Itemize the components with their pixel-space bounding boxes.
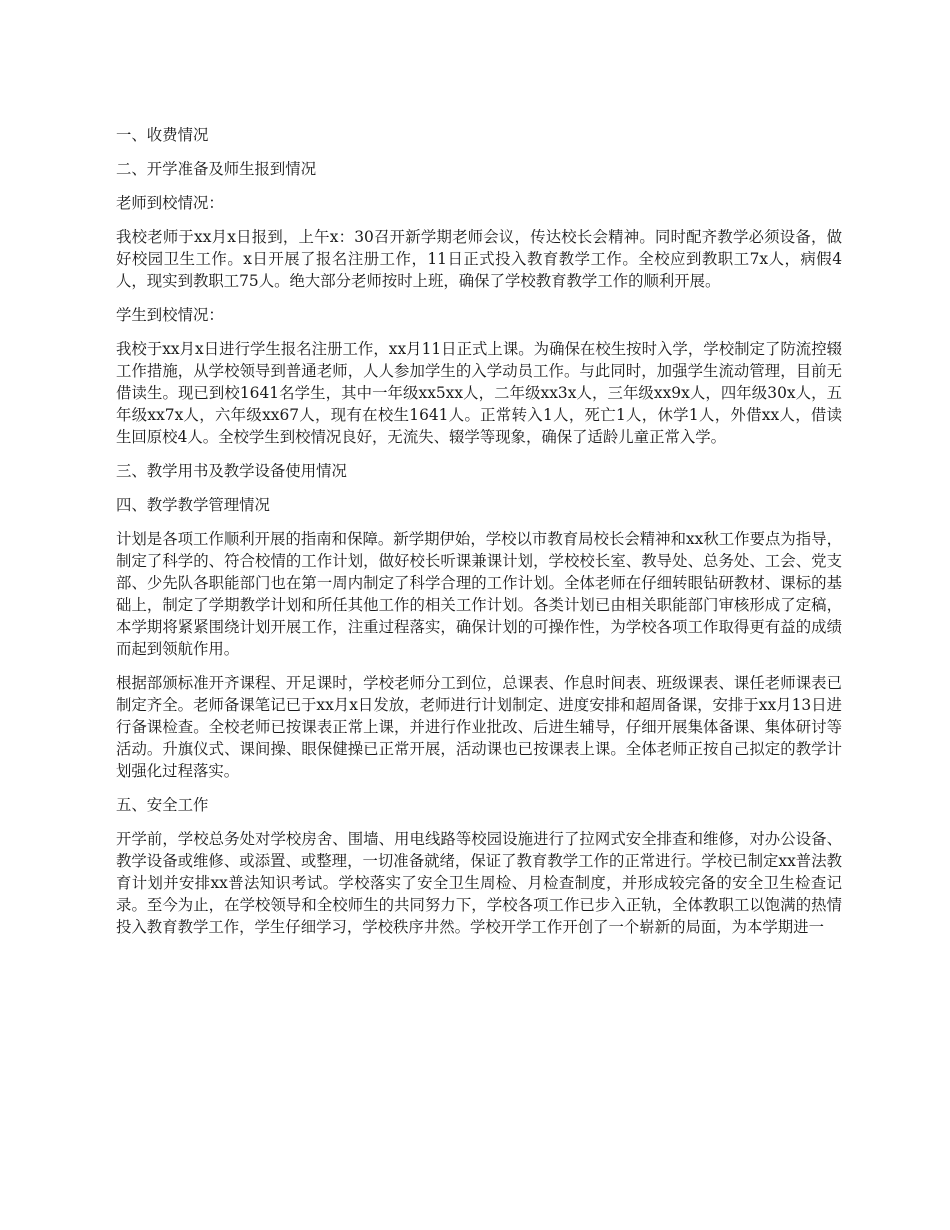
subheading-teacher-arrival: 老师到校情况：	[116, 194, 224, 212]
paragraph-curriculum: 根据部颁标准开齐课程、开足课时，学校老师分工到位，总课表、作息时间表、班级课表、课任老师课表已制定齐全。老师备课笔记已于xx月x日发放，老师进行计划制定、进度安排和超周备课，安排于xx月13日进行备课检查。全校老师已按课表正常上课，并进行作业批改、后进生辅导，仔细开展集体备课、集体研讨等活动。升旗仪式、课间操、眼保健操已正常开展，活动课也已按课表上课。全体老师正按自己拟定的教学计划强化过程落实。	[116, 674, 842, 780]
section-heading-fees: 一、收费情况	[116, 126, 209, 144]
paragraph-teacher-arrival: 我校老师于xx月x日报到，上午x：30召开新学期老师会议，传达校长会精神。同时配齐教学必须设备，做好校园卫生工作。x日开展了报名注册工作，11日正式投入教育教学工作。全校应到教职工7x人，病假4人，现实到教职工75人。绝大部分老师按时上班，确保了学校教育教学工作的顺利开展。	[116, 228, 842, 290]
paragraph-safety: 开学前，学校总务处对学校房舍、围墙、用电线路等校园设施进行了拉网式安全排查和维修，对办公设备、教学设备或维修、或添置、或整理，一切准备就绪，保证了教育教学工作的正常进行。学校已制定xx普法教育计划并安排xx普法知识考试。学校落实了安全卫生周检、月检查制度，并形成较完备的安全卫生检查记录。至今为止，在学校领导和全校师生的共同努力下，学校各项工作已步入正轨，全体教职工以饱满的热情投入教育教学工作，学生仔细学习，学校秩序井然。学校开学工作开创了一个崭新的局面，为本学期进一	[116, 830, 842, 936]
section-heading-textbooks-equipment: 三、教学用书及教学设备使用情况	[116, 462, 347, 480]
paragraph-student-arrival: 我校于xx月x日进行学生报名注册工作，xx月11日正式上课。为确保在校生按时入学，学校制定了防流控辍工作措施，从学校领导到普通老师，人人参加学生的入学动员工作。与此同时，加强学生流动管理，目前无借读生。现已到校1641名学生，其中一年级xx5xx人，二年级xx3x人，三年级xx9x人，四年级30x人，五年级xx7x人，六年级xx67人，现有在校生1641人。正常转入1人，死亡1人，休学1人，外借xx人，借读生回原校4人。全校学生到校情况良好，无流失、辍学等现象，确保了适龄儿童正常入学。	[116, 340, 842, 446]
section-heading-teaching-management: 四、教学教学管理情况	[116, 496, 270, 514]
section-heading-school-opening: 二、开学准备及师生报到情况	[116, 160, 317, 178]
section-heading-safety: 五、安全工作	[116, 796, 209, 814]
document-body	[116, 124, 842, 950]
paragraph-plans: 计划是各项工作顺利开展的指南和保障。新学期伊始，学校以市教育局校长会精神和xx秋工作要点为指导，制定了科学的、符合校情的工作计划，做好校长听课兼课计划，学校校长室、教导处、总务处、工会、党支部、少先队各职能部门也在第一周内制定了科学合理的工作计划。全体老师在仔细转眼钻研教材、课标的基础上，制定了学期教学计划和所任其他工作的相关工作计划。各类计划已由相关职能部门审核形成了定稿，本学期将紧紧围绕计划开展工作，注重过程落实，确保计划的可操作性，为学校各项工作取得更有益的成绩而起到领航作用。	[116, 530, 842, 658]
subheading-student-arrival: 学生到校情况：	[116, 306, 224, 324]
